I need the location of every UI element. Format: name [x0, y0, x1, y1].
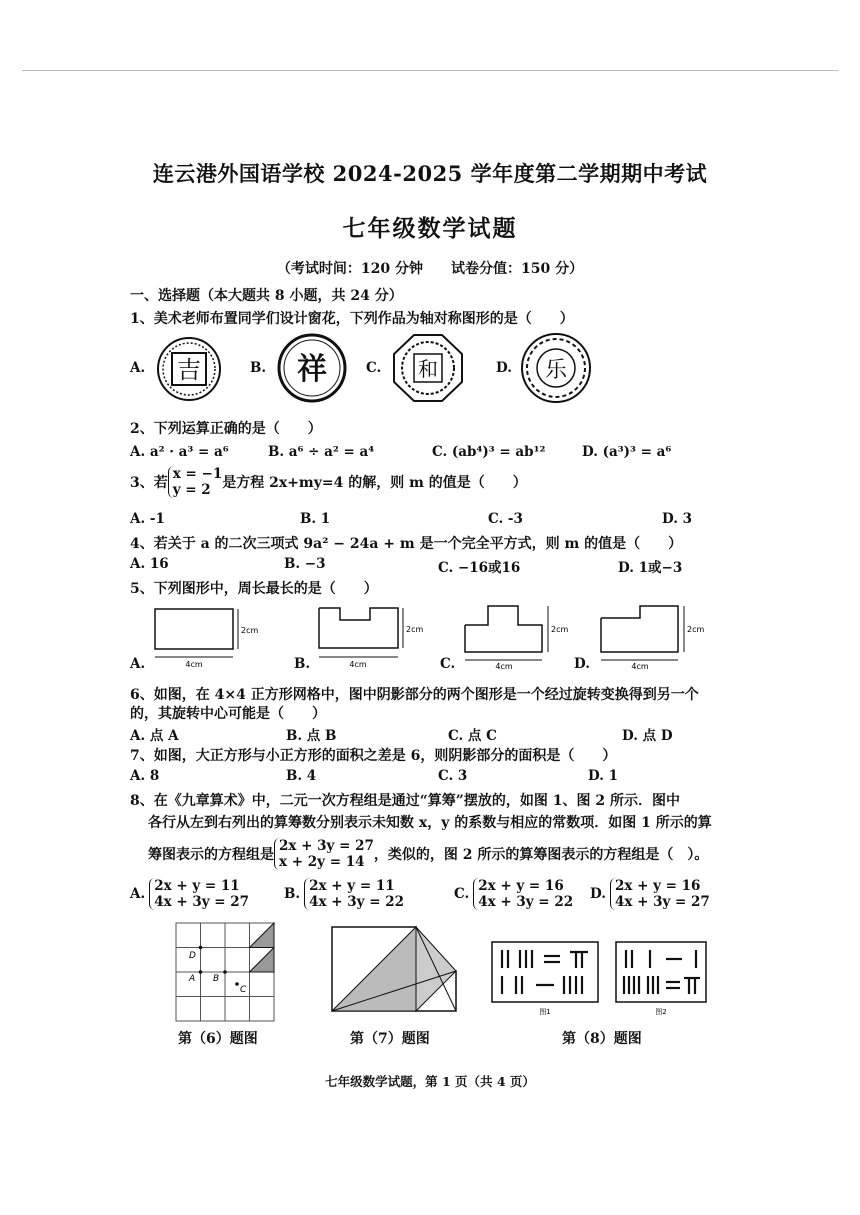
q8-option-c-eq2: 4x + 3y = 22 — [478, 894, 574, 910]
q6-stem-line1: 6、如图，在 4×4 正方形网格中，图中阴影部分的两个图形是一个经过旋转变换得到另一个 — [130, 687, 699, 703]
q1-papercut-c — [390, 332, 466, 404]
q3-eq1: x = −1 — [172, 466, 223, 482]
q8-caption: 第（8）题图 — [562, 1031, 642, 1047]
q1-stem: 1、美术老师布置同学们设计窗花，下列作品为轴对称图形的是（ ） — [130, 311, 574, 327]
q5-b-height: 2cm — [406, 625, 424, 634]
q8-option-d-eq1: 2x + y = 16 — [614, 878, 701, 894]
q1-char-c: 和 — [418, 357, 438, 381]
q3-system — [168, 466, 222, 498]
q7-caption: 第（7）题图 — [350, 1031, 430, 1047]
q8-line3-eq2: x + 2y = 14 — [279, 854, 365, 870]
q5-figure-a — [150, 605, 270, 671]
q3-option-b: B. 1 — [300, 511, 331, 527]
q8-fig1-label: 图1 — [539, 1008, 551, 1016]
q4-option-b: B. −3 — [284, 556, 326, 572]
q8-option-a-eq2: 4x + 3y = 27 — [154, 894, 250, 910]
q3-option-d: D. 3 — [662, 511, 693, 527]
q8-line3 — [148, 838, 708, 870]
q5-a-width: 4cm — [185, 660, 203, 669]
school-title: 连云港外国语学校 2024-2025 学年度第二学期期中考试 — [152, 161, 708, 186]
q1-papercut-b — [274, 332, 350, 404]
q8-option-d-eq2: 4x + 3y = 27 — [614, 894, 710, 910]
q7-option-d: D. 1 — [588, 768, 619, 784]
q5-figure-b — [314, 600, 434, 670]
q8-option-c — [454, 878, 573, 910]
q1-option-a-label: A. — [130, 360, 146, 376]
q2-option-d: D. (a³)³ = a⁶ — [582, 444, 672, 460]
q7-option-a: A. 8 — [130, 768, 160, 784]
q8-line3-eq1: 2x + 3y = 27 — [279, 838, 374, 854]
q8-option-a-eq1: 2x + y = 11 — [154, 878, 240, 894]
q8-option-b-system — [304, 878, 404, 910]
section-heading: 一、选择题（本大题共 8 小题，共 24 分） — [130, 288, 403, 304]
q8-option-b — [284, 878, 404, 910]
q6-point-c: C — [240, 985, 247, 995]
q7-option-c: C. 3 — [438, 768, 468, 784]
q8-line3-suffix: ，类似的，图 2 所示的算筹图表示的方程组是（ ）。 — [373, 847, 709, 863]
q2-option-b: B. a⁶ ÷ a² = a⁴ — [268, 444, 375, 460]
q5-option-a-label: A. — [130, 656, 146, 672]
q5-option-c-label: C. — [440, 656, 456, 672]
q4-option-d: D. 1或−3 — [618, 560, 683, 576]
q8-option-b-eq2: 4x + 3y = 22 — [309, 894, 405, 910]
q8-option-d — [590, 878, 710, 910]
q8-option-c-eq1: 2x + y = 16 — [478, 878, 564, 894]
q3-eq2: y = 2 — [172, 482, 211, 498]
q4-option-a: A. 16 — [130, 556, 169, 572]
q8-line3-prefix: 筹图表示的方程组是 — [148, 847, 274, 863]
q3-stem — [130, 466, 527, 498]
q5-c-height: 2cm — [551, 625, 569, 634]
q5-b-width: 4cm — [349, 660, 367, 669]
q8-option-a-label: A. — [130, 886, 146, 902]
q3-option-c: C. -3 — [488, 511, 523, 527]
q5-d-height: 2cm — [687, 625, 705, 634]
q1-papercut-d — [518, 332, 594, 404]
q8-line1: 8、在《九章算术》中，二元一次方程组是通过“算筹”摆放的，如图 1、图 2 所示．图中 — [130, 793, 680, 809]
top-rule — [22, 70, 838, 71]
q7-squares-figure — [330, 925, 460, 1015]
q1-option-b-label: B. — [250, 360, 267, 376]
q5-figure-c — [460, 600, 580, 670]
q4-option-c: C. −16或16 — [438, 560, 521, 576]
q4-stem: 4、若关于 a 的二次三项式 9a² − 24a + m 是一个完全平方式，则 m 的值是（ ） — [130, 536, 683, 552]
q5-d-width: 4cm — [631, 662, 649, 671]
q1-char-d: 乐 — [544, 358, 568, 383]
q6-point-a: A — [189, 974, 196, 984]
page-footer: 七年级数学试题，第 1 页（共 4 页） — [325, 1074, 535, 1089]
q6-point-b: B — [213, 974, 220, 984]
q5-c-width: 4cm — [495, 662, 513, 671]
q6-option-c: C. 点 C — [448, 728, 497, 744]
q6-point-d: D — [189, 951, 196, 961]
q6-option-a: A. 点 A — [130, 728, 179, 744]
q1-char-b: 祥 — [297, 352, 327, 387]
q5-option-d-label: D. — [574, 656, 590, 672]
q8-option-d-system — [610, 878, 710, 910]
q8-option-c-system — [473, 878, 573, 910]
q3-prefix: 3、若 — [130, 475, 168, 491]
q3-suffix: 是方程 2x+my=4 的解，则 m 的值是（ ） — [222, 475, 527, 491]
q5-figure-d — [596, 600, 716, 670]
q6-option-d: D. 点 D — [622, 728, 673, 744]
q8-fig2-label: 图2 — [655, 1008, 667, 1016]
q2-option-a: A. a² · a³ = a⁶ — [130, 444, 229, 460]
q1-option-c-label: C. — [366, 360, 382, 376]
q7-stem: 7、如图，大正方形与小正方形的面积之差是 6，则阴影部分的面积是（ ） — [130, 748, 617, 764]
q5-a-height: 2cm — [241, 626, 259, 635]
q2-option-c: C. (ab⁴)³ = ab¹² — [432, 444, 546, 460]
q5-stem: 5、下列图形中，周长最长的是（ ） — [130, 581, 378, 597]
q8-option-b-eq1: 2x + y = 11 — [309, 878, 395, 894]
q6-option-b: B. 点 B — [286, 728, 337, 744]
q1-char-a: 吉 — [177, 356, 201, 384]
q2-stem: 2、下列运算正确的是（ ） — [130, 421, 322, 437]
q1-papercut-a — [150, 336, 228, 402]
q8-option-a-system — [149, 878, 249, 910]
q5-option-b-label: B. — [294, 656, 311, 672]
q6-stem-line2: 的，其旋转中心可能是（ ） — [130, 706, 326, 722]
q8-rods-figure — [488, 940, 708, 1018]
q3-option-a: A. -1 — [130, 511, 165, 527]
q8-option-c-label: C. — [454, 886, 470, 902]
q1-option-d-label: D. — [496, 360, 512, 376]
q8-option-b-label: B. — [284, 886, 301, 902]
exam-info: （考试时间：120 分钟 试卷分值：150 分） — [276, 261, 584, 277]
q6-caption: 第（6）题图 — [178, 1031, 258, 1047]
q8-line2: 各行从左到右列出的算筹数分别表示未知数 x，y 的系数与相应的常数项．如图 1 所示的算 — [148, 815, 712, 831]
paper-title: 七年级数学试题 — [342, 215, 518, 242]
q6-grid-figure — [175, 922, 275, 1022]
q8-figure1-system — [274, 838, 374, 870]
q8-option-d-label: D. — [590, 886, 606, 902]
q7-option-b: B. 4 — [286, 768, 317, 784]
q8-option-a — [130, 878, 249, 910]
